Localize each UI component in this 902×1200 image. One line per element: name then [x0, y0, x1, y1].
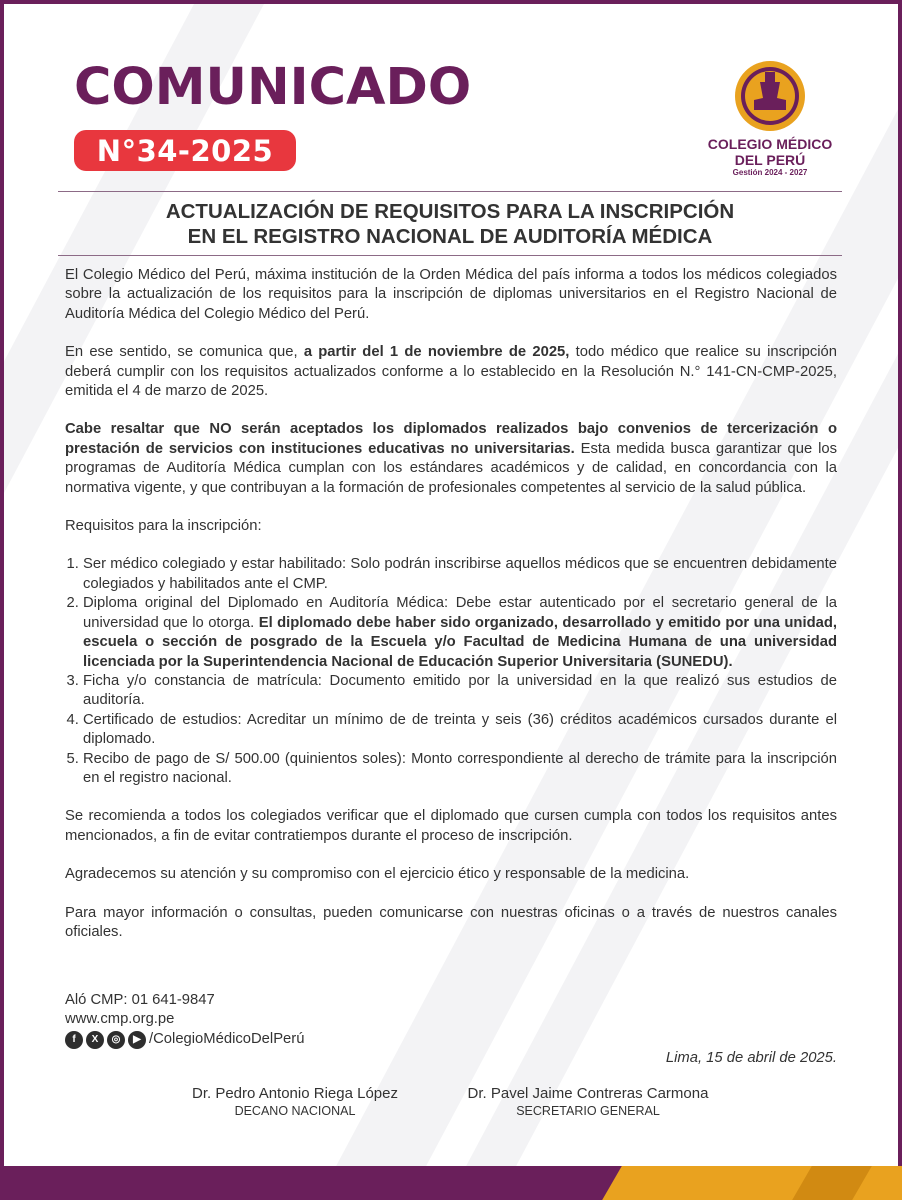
website-link[interactable]: www.cmp.org.pe: [65, 1011, 175, 1028]
list-item: 1. Ser médico colegiado y estar habilitado: Solo podrán inscribirse aquellos médicos que se encuentren debidamente colegiados y habilitados ante el CMP.: [83, 555, 837, 594]
list-item: 4. Certificado de estudios: Acreditar un mínimo de de treinta y seis (36) créditos académicos cursados durante el diplomado.: [83, 711, 837, 750]
cmp-logo: [700, 60, 840, 178]
divider: [58, 255, 842, 256]
facebook-icon[interactable]: f: [65, 1031, 83, 1049]
social-row: [65, 1030, 304, 1049]
list-item: 5. Recibo de pago de S/ 500.00 (quinientos soles): Monto correspondiente al derecho de trámite para la inscripción en el registro nacional.: [83, 750, 837, 789]
notice-body: [65, 266, 837, 961]
youtube-icon[interactable]: ▶: [128, 1031, 146, 1049]
heading-line: EN EL REGISTRO NACIONAL DE AUDITORÍA MÉDICA: [187, 225, 713, 248]
social-handle: /ColegioMédicoDelPerú: [149, 1030, 305, 1047]
footer-band: [0, 1166, 902, 1200]
date-line: Lima, 15 de abril de 2025.: [665, 1050, 837, 1066]
signature-dean: [180, 1085, 410, 1119]
logo-period: Gestión 2024 - 2027: [732, 168, 808, 177]
list-item: 3. Ficha y/o constancia de matrícula: Documento emitido por la universidad en la que realizó sus estudios de auditoría.: [83, 672, 837, 711]
logo-name-line1: COLEGIO MÉDICO: [707, 136, 833, 152]
logo-name-line2: DEL PERÚ: [734, 152, 806, 168]
signer-role: SECRETARIO GENERAL: [516, 1104, 660, 1118]
signer-role: DECANO NACIONAL: [234, 1104, 356, 1118]
paragraph: Cabe resaltar que NO serán aceptados los diplomados realizados bajo convenios de tercerización o prestación de servicios con instituciones educativas no universitarias. Esta medida busca garantizar que los programas de Auditoría Médica cumplan con los estándares académicos y de calidad, en concordancia con la normativa vigente, y que contribuyan a la formación de profesionales competentes al servicio de la salud pública.: [65, 421, 837, 496]
page-title: COMUNICADO: [74, 58, 472, 117]
signer-name: Dr. Pavel Jaime Contreras Carmona: [467, 1085, 709, 1102]
paragraph: Se recomienda a todos los colegiados verificar que el diplomado que cursen cumpla con todos los requisitos antes mencionados, a fin de evitar contratiempos durante el proceso de inscripción.: [65, 808, 837, 844]
phone-number: Aló CMP: 01 641-9847: [65, 992, 215, 1008]
divider: [58, 191, 842, 192]
paragraph: En ese sentido, se comunica que, a partir del 1 de noviembre de 2025, todo médico que realice su inscripción deberá cumplir con los requisitos actualizados conforme a lo establecido en la Resolución N.° 141-CN-CMP-2025, emitida el 4 de marzo de 2025.: [65, 344, 837, 400]
requirements-list: [65, 555, 837, 788]
paragraph: El Colegio Médico del Perú, máxima institución de la Orden Médica del país informa a todos los médicos colegiados sobre la actualización de los requisitos para la inscripción de diplomas universitarios en el Registro Nacional de Auditoría Médica del Colegio Médico del Perú.: [65, 267, 837, 322]
cmp-emblem-icon: [734, 60, 806, 132]
list-item: 2. Diploma original del Diplomado en Auditoría Médica: Debe estar autenticado por el secretario general de la universidad que lo otorga. El diplomado debe haber sido organizado, desarrollado y emitido por una unidad, escuela o sección de posgrado de la Escuela y/o Facultad de Medicina Humana de una universidad licenciada por la Superintendencia Nacional de Educación Superior Universitaria (SUNEDU).: [83, 594, 837, 672]
heading-line: ACTUALIZACIÓN DE REQUISITOS PARA LA INSCRIPCIÓN: [165, 200, 735, 223]
x-icon[interactable]: X: [86, 1031, 104, 1049]
paragraph: Agradecemos su atención y su compromiso con el ejercicio ético y responsable de la medicina.: [65, 866, 690, 883]
communique-number-badge: N°34-2025: [74, 130, 296, 171]
notice-heading: [58, 199, 842, 249]
contact-block: [65, 991, 304, 1049]
signer-name: Dr. Pedro Antonio Riega López: [192, 1085, 398, 1102]
requirements-intro: Requisitos para la inscripción:: [65, 518, 262, 535]
paragraph: Para mayor información o consultas, pueden comunicarse con nuestras oficinas o a través de nuestros canales oficiales.: [65, 904, 837, 940]
signature-secretary: [450, 1085, 726, 1119]
instagram-icon[interactable]: ◎: [107, 1031, 125, 1049]
